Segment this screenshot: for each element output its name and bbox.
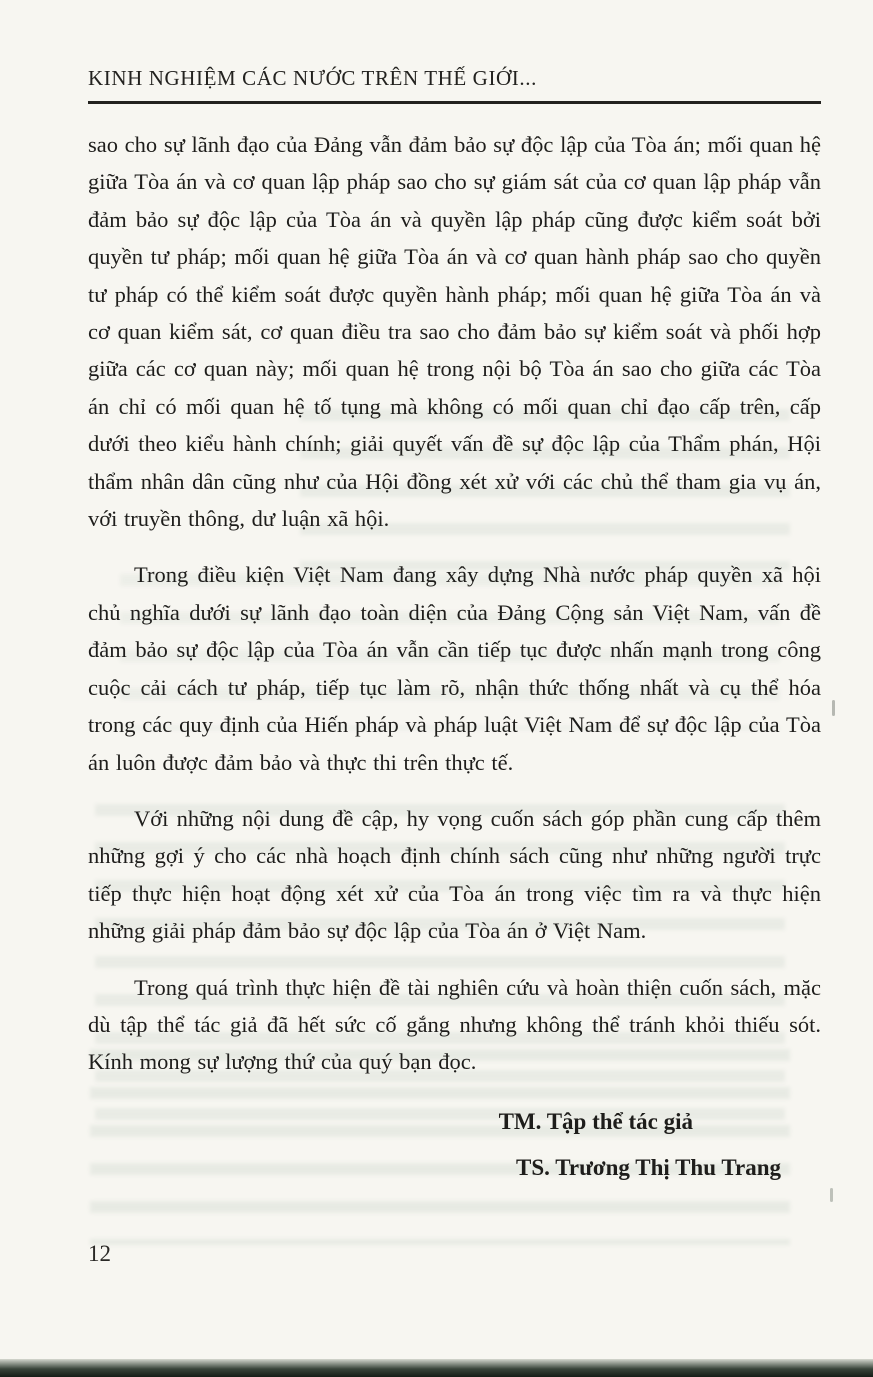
body-text xyxy=(88,126,821,1081)
scan-edge-artifact xyxy=(832,700,835,716)
signature-block xyxy=(88,1107,821,1183)
running-header: KINH NGHIỆM CÁC NƯỚC TRÊN THẾ GIỚI... xyxy=(88,66,537,90)
body-paragraph: Trong điều kiện Việt Nam đang xây dựng Nhà nước pháp quyền xã hội chủ nghĩa dưới sự lãnh đạo toàn diện của Đảng Cộng sản Việt Nam, vấn đề đảm bảo sự độc lập của Tòa án vẫn cần tiếp tục được nhấn mạnh trong công cuộc cải cách tư pháp, tiếp tục làm rõ, nhận thức thống nhất và cụ thể hóa trong các quy định của Hiến pháp và pháp luật Việt Nam để sự độc lập của Tòa án luôn được đảm bảo và thực thi trên thực tế. xyxy=(88,562,821,775)
body-paragraph: Trong quá trình thực hiện đề tài nghiên cứu và hoàn thiện cuốn sách, mặc dù tập thể tác giả đã hết sức cố gắng nhưng không thể tránh khỏi thiếu sót. Kính mong sự lượng thứ của quý bạn đọc. xyxy=(88,974,821,1075)
body-paragraph: sao cho sự lãnh đạo của Đảng vẫn đảm bảo sự độc lập của Tòa án; mối quan hệ giữa Tòa án và cơ quan lập pháp sao cho sự giám sát của cơ quan lập pháp vẫn đảm bảo sự độc lập của Tòa án và quyền lập pháp cũng được kiểm soát bởi quyền tư pháp; mối quan hệ giữa Tòa án và cơ quan hành pháp sao cho quyền tư pháp có thể kiểm soát được quyền hành pháp; mối quan hệ giữa Tòa án và cơ quan kiểm sát, cơ quan điều tra sao cho đảm bảo sự kiểm soát và phối hợp giữa các cơ quan này; mối quan hệ trong nội bộ Tòa án sao cho giữa các Tòa án chỉ có mối quan hệ tố tụng mà không có mối quan chỉ đạo cấp trên, cấp dưới theo kiểu hành chính; giải quyết vấn đề sự độc lập của Thẩm phán, Hội thẩm nhân dân cũng như của Hội đồng xét xử với các chủ thể tham gia vụ án, với truyền thông, dư luận xã hội. xyxy=(88,132,821,532)
signature-author: TS. Trương Thị Thu Trang xyxy=(516,1154,781,1180)
signature-byline: TM. Tập thể tác giả xyxy=(498,1108,693,1134)
page-number: 12 xyxy=(88,1240,111,1266)
body-paragraph: Với những nội dung đề cập, hy vọng cuốn sách góp phần cung cấp thêm những gợi ý cho các nhà hoạch định chính sách cũng như những người trực tiếp thực hiện hoạt động xét xử của Tòa án trong việc tìm ra và thực hiện những giải pháp đảm bảo sự độc lập của Tòa án ở Việt Nam. xyxy=(88,805,821,944)
scan-edge-artifact xyxy=(830,1188,833,1202)
scan-bottom-shadow xyxy=(0,1359,873,1377)
header-rule xyxy=(88,101,821,104)
